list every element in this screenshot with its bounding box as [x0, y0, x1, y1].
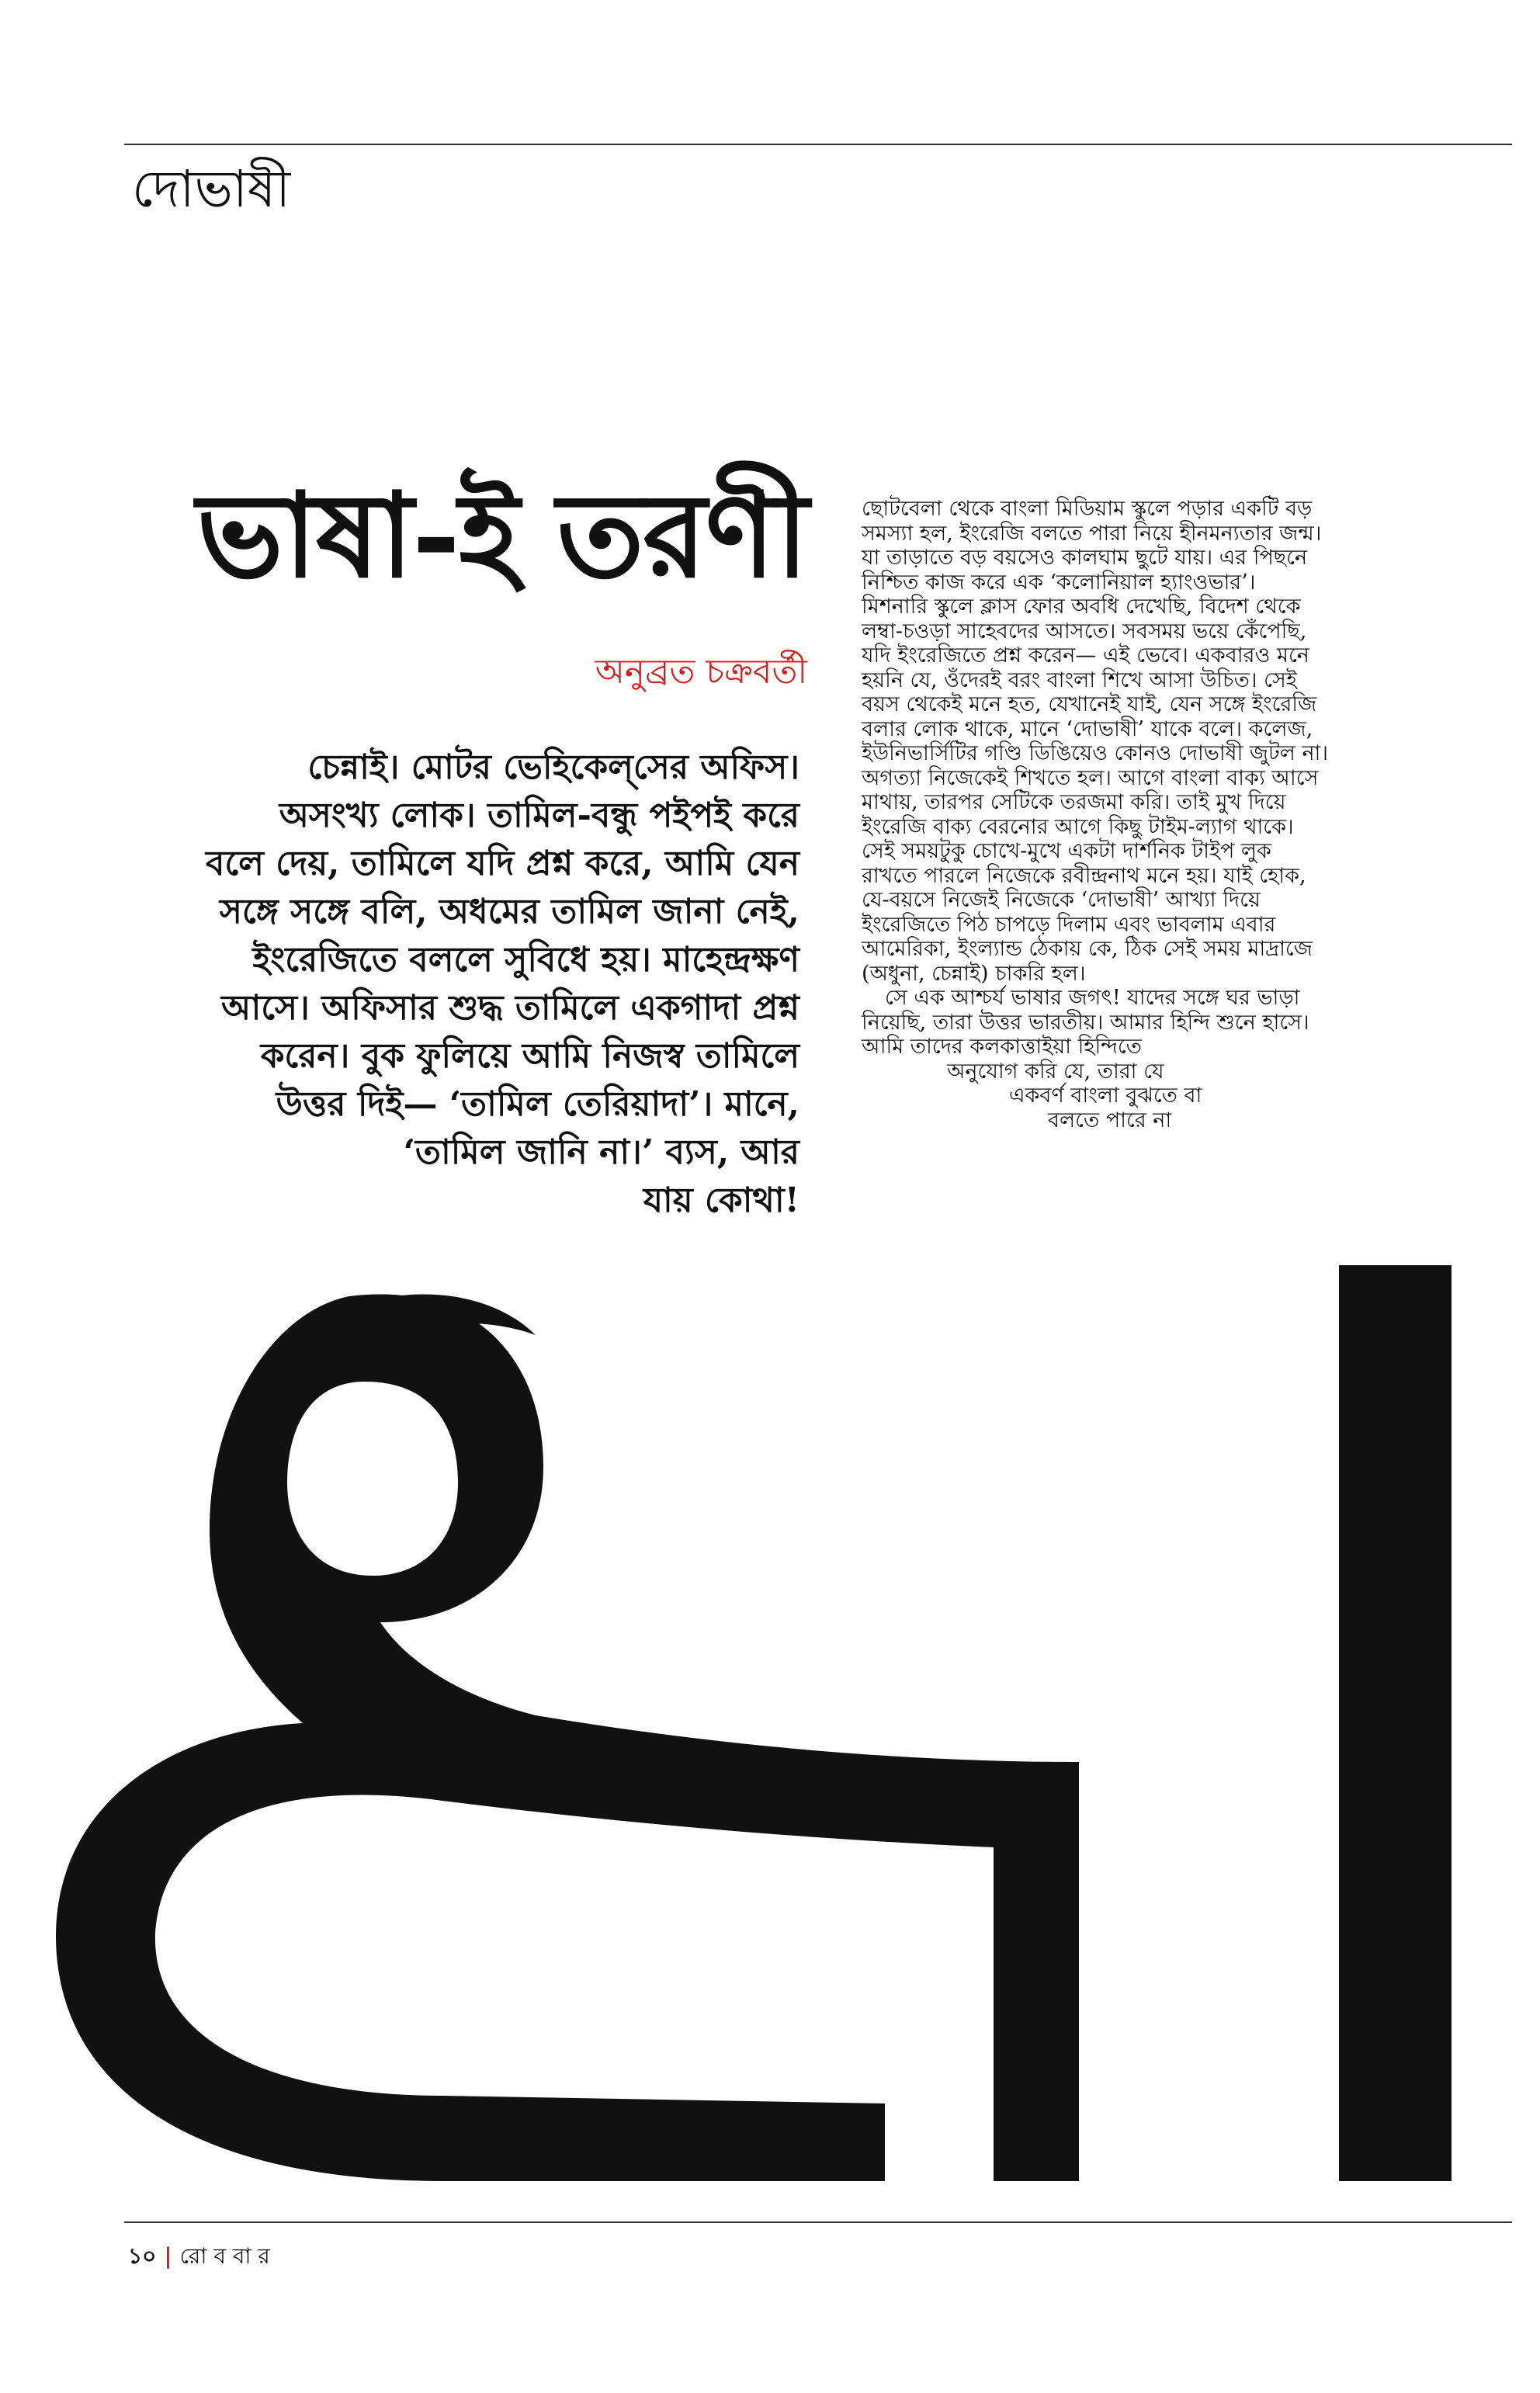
page-footer [128, 2239, 270, 2276]
body-line: সে এক আশ্চর্য ভাষার জগৎ! যাদের সঙ্গে ঘর ভাড়া [885, 986, 1300, 1010]
body-line: লম্বা-চওড়া সাহেবদের আসতে। সবসময় ভয়ে কেঁপেছি, [862, 619, 1307, 643]
body-line: অনুযোগ করি যে, তারা যে [947, 1059, 1164, 1084]
publication-name: রো ব বা র [179, 2243, 270, 2269]
body-line: মাথায়, তারপর সেটিকে তরজমা করি। তাই মুখ দিয়ে [862, 790, 1286, 814]
body-copy [862, 497, 1452, 1132]
lede-line: যায় কোথা! [643, 1181, 799, 1220]
body-line: আমেরিকা, ইংল্যান্ড ঠেকায় কে, ঠিক সেই সময় মাদ্রাজে [862, 937, 1313, 961]
section-label: দোভাষী [132, 159, 291, 219]
lede-line: ইংরেজিতে বললে সুবিধে হয়। মাহেন্দ্রক্ষণ [252, 940, 799, 980]
lede-paragraph [132, 744, 799, 1225]
body-line: একবর্ণ বাংলা বুঝতে বা [1009, 1084, 1202, 1108]
body-line: বলার লোক থাকে, মানে ‘দোভাষী’ যাকে বলে। কলেজ, [862, 716, 1313, 741]
body-line: ছোটবেলা থেকে বাংলা মিডিয়াম স্কুলে পড়ার একটি বড় [862, 497, 1313, 521]
lede-line: করেন। বুক ফুলিয়ে আমি নিজস্ব তামিলে [260, 1036, 799, 1076]
body-line: হয়নি যে, ওঁদেরই বরং বাংলা শিখে আসা উচিত। সেই [862, 668, 1297, 692]
footer-separator: | [164, 2243, 172, 2269]
lede-line: বলে দেয়, তামিলে যদি প্রশ্ন করে, আমি যেন [205, 844, 799, 883]
page-number: ১০ [128, 2243, 157, 2269]
body-line: নিশ্চিত কাজ করে এক ‘কলোনিয়াল হ্যাংওভার’। [862, 570, 1256, 595]
top-rule [124, 144, 1512, 145]
body-line: বলতে পারে না [1048, 1108, 1172, 1132]
lede-line: উত্তর দিই— ‘তামিল তেরিয়াদা’। মানে, [276, 1084, 799, 1124]
body-line: ইংরেজি বাক্য বেরনোর আগে কিছু টাইম-ল্যাগ থাকে। [862, 814, 1294, 839]
body-line: বয়স থেকেই মনে হত, যেখানেই যাই, যেন সঙ্গে ইংরেজি [862, 692, 1317, 716]
headline: ভাষা-ই তরণী [196, 467, 807, 604]
body-line: আমি তাদের কলকাত্তাইয়া হিন্দিতে [862, 1035, 1142, 1059]
lede-line: আসে। অফিসার শুদ্ধ তামিলে একগাদা প্রশ্ন [221, 988, 799, 1028]
byline: অনুব্রত চক্রবর্তী [595, 652, 807, 692]
body-line: সমস্যা হল, ইংরেজি বলতে পারা নিয়ে হীনমন্যতার জন্ম। [862, 521, 1322, 546]
body-line: অগত্যা নিজেকেই শিখতে হল। আগে বাংলা বাক্য আসে [862, 765, 1319, 790]
body-line: মিশনারি স্কুলে ক্লাস ফোর অবধি দেখেছি, বিদেশ থেকে [862, 595, 1301, 619]
tamil-letter-illustration [39, 1265, 1467, 2181]
lede-line: সঙ্গে সঙ্গে বলি, অধমের তামিল জানা নেই, [219, 892, 799, 931]
body-line: (অধুনা, চেন্নাই) চাকরি হল। [862, 961, 1086, 986]
body-line: যদি ইংরেজিতে প্রশ্ন করেন— এই ভেবে। একবারও মনে [862, 643, 1309, 668]
glyph-hook-shape [56, 1294, 1079, 2181]
body-line: ইংরেজিতে পিঠ চাপড়ে দিলাম এবং ভাবলাম এবার [862, 912, 1276, 937]
body-line: সেই সময়টুকু চোখে-মুখে একটা দার্শনিক টাইপ লুক [862, 839, 1271, 863]
lede-line: ‘তামিল জানি না।’ ব্যস, আর [403, 1132, 799, 1172]
lede-line: চেন্নাই। মোটর ভেহিকেল্‌সের অফিস। [307, 747, 799, 787]
glyph-stem [1339, 1265, 1452, 2181]
bottom-rule [124, 2221, 1512, 2223]
body-line: যা তাড়াতে বড় বয়সেও কালঘাম ছুটে যায়। এর পিছনে [862, 546, 1308, 570]
lede-line: অসংখ্য লোক। তামিল-বন্ধু পইপই করে [279, 796, 799, 835]
body-line: রাখতে পারলে নিজেকে রবীন্দ্রনাথ মনে হয়। যাই হোক, [862, 863, 1306, 888]
body-line: নিয়েছি, তারা উত্তর ভারতীয়। আমার হিন্দি শুনে হাসে। [862, 1010, 1309, 1035]
body-line: যে-বয়সে নিজেই নিজেকে ‘দোভাষী’ আখ্যা দিয়ে [862, 888, 1261, 912]
body-line: ইউনিভার্সিটির গণ্ডি ডিঙিয়েও কোনও দোভাষী জুটল না। [862, 741, 1329, 765]
